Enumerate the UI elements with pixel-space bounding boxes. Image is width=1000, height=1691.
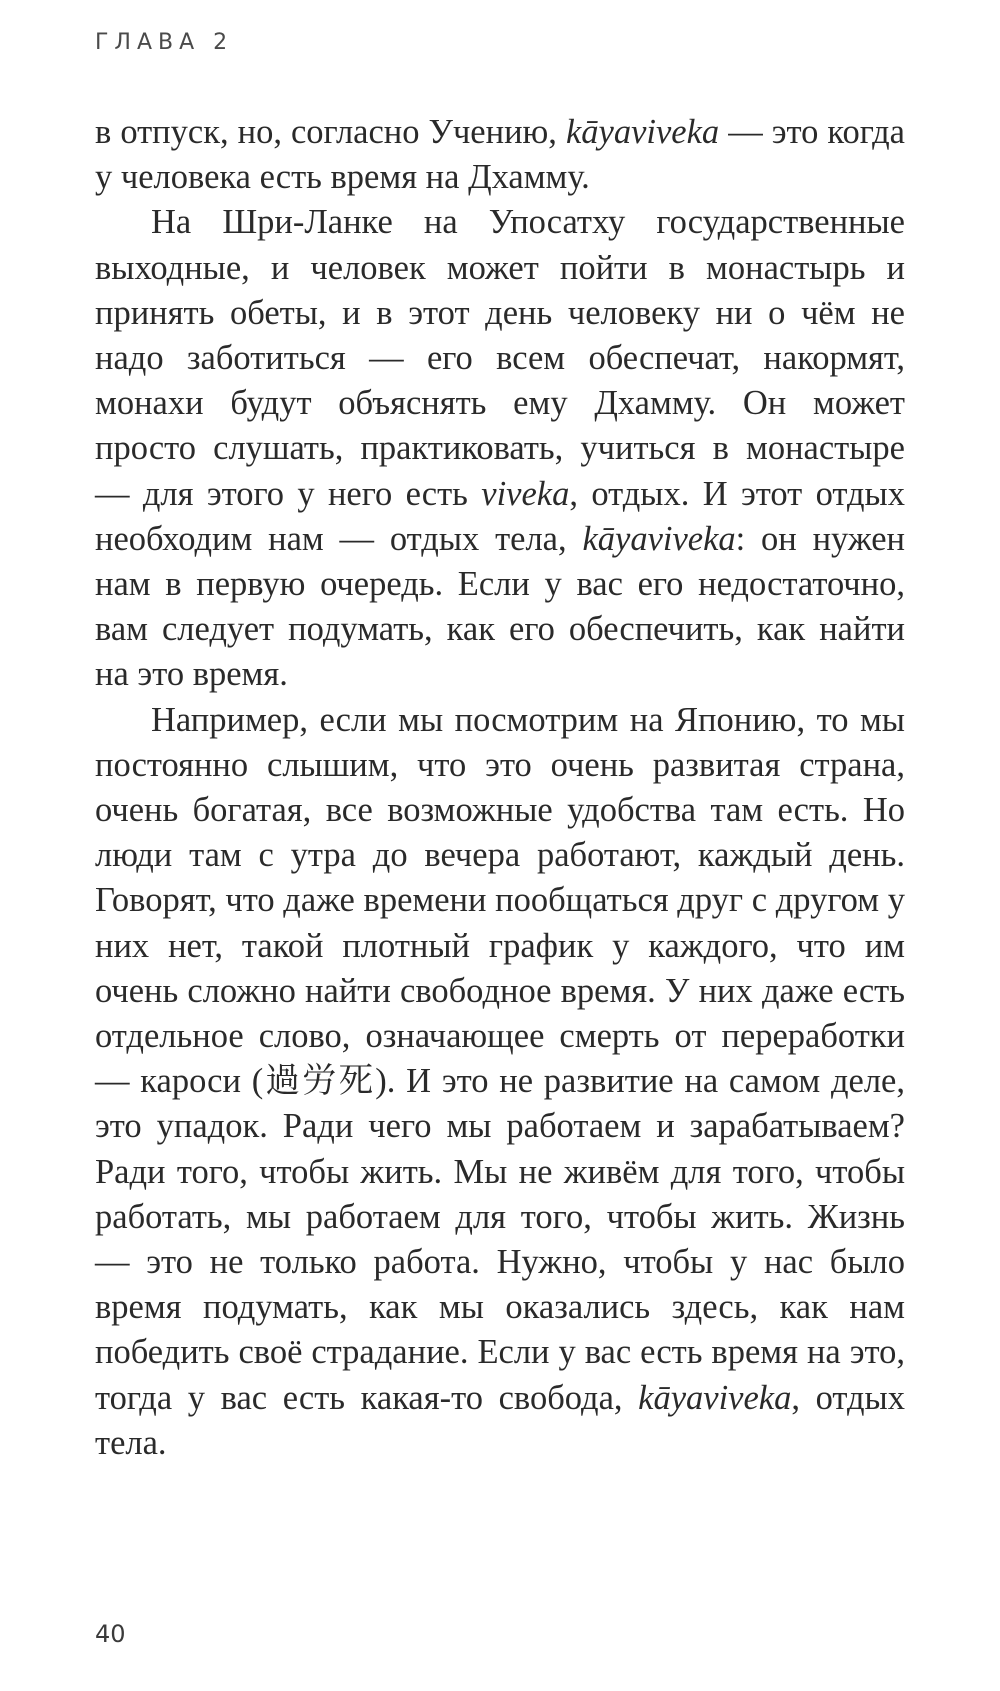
- running-head: ГЛАВА 2: [95, 30, 234, 55]
- paragraph: На Шри-Ланке на Упосатху государственные выходные, и человек может пойти в монастырь и принять обеты, и в этот день человеку ни о чём не надо заботиться — его всем обеспечат, накормят, монахи будут объяснять ему Дхамму. Он может просто слушать, практиковать, учиться в монастыре — для этого у него есть viveka, отдых. И этот отдых необходим нам — отдых тела, kāyaviveka: он нужен нам в первую очередь. Если у вас его недостаточно, вам следует подумать, как его обеспечить, как найти на это время.: [95, 203, 905, 694]
- pali-term: kāyaviveka: [638, 1378, 792, 1417]
- pali-term: viveka: [481, 474, 570, 513]
- body-text: [95, 110, 905, 1466]
- paragraph: в отпуск, но, согласно Учению, kāyaviveka — это когда у человека есть время на Дхамму.: [95, 113, 905, 197]
- paragraph: Например, если мы посмотрим на Японию, то мы постоянно слышим, что это очень развитая страна, очень богатая, все возможные удобства там есть. Но люди там с утра до вечера работают, каждый день. Говорят, что даже времени пообщаться друг с другом у них нет, такой плотный график у каждого, что им очень сложно найти свободное время. У них даже есть отдельное слово, означающее смерть от переработки — кароси (過労死). И это не развитие на самом деле, это упадок. Ради чего мы работаем и зарабатываем? Ради того, чтобы жить. Мы не живём для того, чтобы работать, мы работаем для того, чтобы жить. Жизнь — это не только работа. Нужно, чтобы у нас было время подумать, как мы оказались здесь, как нам победить своё страдание. Если у вас есть время на это, тогда у вас есть какая-то свобода, kāyaviveka, отдых тела.: [95, 700, 905, 1462]
- pali-term: kāyaviveka: [565, 113, 720, 151]
- pali-term: kāyaviveka: [582, 519, 736, 558]
- page-number: 40: [95, 1620, 126, 1648]
